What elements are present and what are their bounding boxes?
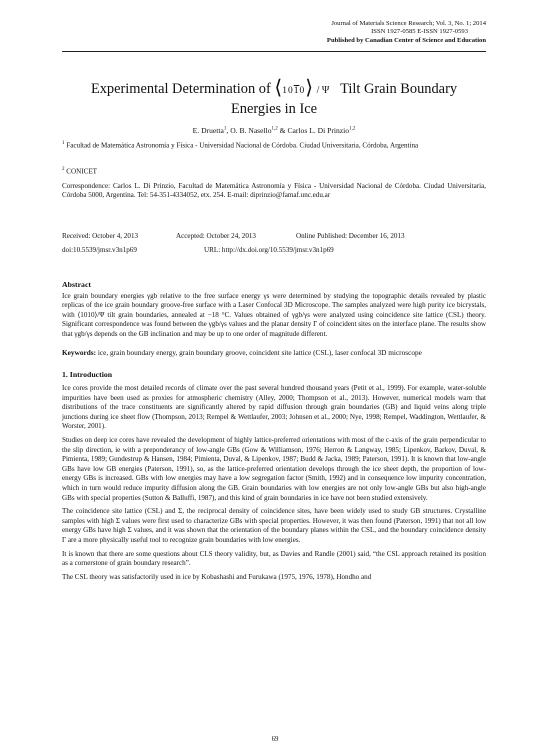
affiliation-1-marker: 1 — [62, 141, 65, 146]
author-2-affil: 1,2 — [271, 126, 278, 132]
title-psi: / Ψ — [316, 85, 330, 96]
title-miller-index — [282, 86, 305, 96]
paper-title — [62, 78, 486, 118]
author-list — [62, 126, 486, 135]
abstract-heading: Abstract — [62, 280, 92, 289]
article-url[interactable]: URL: http://dx.doi.org/10.5539/jmsr.v3n1p69 — [204, 246, 334, 254]
affiliation-1 — [62, 139, 486, 151]
online-date: Online Published: December 16, 2013 — [296, 232, 405, 240]
title-part2: Tilt Grain Boundary — [340, 81, 458, 97]
author-2: , O. B. Nasello — [226, 126, 272, 135]
author-1-affil: 1 — [223, 126, 227, 132]
intro-paragraph-3: The coincidence site lattice (CSL) and Σ, the reciprocal density of coincidence sites, have been widely used to study GB structures. Crystalline samples with high Σ values were first used to characterize GBs with special properties. However, it was then found (Paterson, 1991) that not all low energy GBs have high Σ values, and it was shown that the orientation of the boundary planes within the CSL, and the boundary coincidence density Γ are a more physically useful tool to recognize grain boundaries with low energies. — [62, 507, 486, 544]
author-1: E. Druetta — [192, 126, 224, 135]
affiliation-1-text: Facultad de Matemática Astronomía y Física - Universidad Nacional de Córdoba. Ciudad Universitaria, Córdoba, Argentina — [66, 141, 419, 150]
journal-issn: ISSN 1927-0585 E-ISSN 1927-0593 — [371, 28, 468, 36]
correspondence: Correspondence: Carlos L. Di Prinzio, Facultad de Matemática Astronomía y Física - Universidad Nacional de Córdoba. Ciudad Universitaria, Córdoba 5000, Argentina. Tel: 54-351-4334052, etx. 254. E-mail: diprinzio@famaf.unc.edu.ar — [62, 182, 486, 200]
affiliation-2 — [62, 165, 486, 177]
intro-paragraph-4: It is known that there are some questions about CLS theory validity, but, as Davies and Randle (2001) said, “the CSL approach retained its position as a cornerstone of grain boundary research”. — [62, 549, 486, 568]
title-bracket-open: ⟨ — [274, 77, 283, 99]
affiliation-2-text: CONICET — [66, 167, 98, 176]
title-part1: Experimental Determination of — [90, 81, 271, 97]
title-line2: Energies in Ice — [230, 101, 318, 117]
received-date: Received: October 4, 2013 — [62, 232, 139, 240]
miller-digit-b: 0 — [299, 86, 306, 96]
intro-paragraph-1: Ice cores provide the most detailed records of climate over the past several hundred thousand years (Petit et al., 1999). For example, water-soluble impurities have been used as proxies for atmospheric chemistry (Alley, 2000; Thompson et al., 2013). However, numerical models warn that distributions of the trace constituents are significantly altered by rapid diffusion through grain boundaries (GB) and liquid veins along triple junctions during ice sheet flow (Thompson, 2013; Rempel & Wettlaufer, 2003; Johnsen et al., 2000; Nye, 1998; Rempel, Waddington, Wettlaufer, & Worster, 2001). — [62, 384, 486, 431]
author-3: & Carlos L. Di Prinzio — [277, 126, 350, 135]
title-bracket-close: ⟩ — [305, 77, 313, 99]
keywords — [62, 348, 486, 357]
intro-paragraph-5: The CSL theory was satisfactorily used in ice by Kobashashi and Furukawa (1975, 1976, 1978), Hondho and — [62, 572, 372, 581]
keywords-text: ice, grain boundary energy, grain boundary groove, coincident site lattice (CSL), laser confocal 3D microscope — [96, 348, 422, 357]
header-divider — [62, 51, 486, 52]
intro-paragraph-2: Studies on deep ice cores have revealed the development of highly lattice-preferred orientations with most of the c-axis of the grain perpendicular to the slip direction, ie with a preponderancy of low-angle GBs (Gow & Williamson, 1976; Herron & Langway, 1985; Lipenkov, Barkov, Duval, & Pimienta, 1989; Gundestrup & Hansen, 1984; Pimienta, Duval, & Lipenkov, 1987; Budd & Jacka, 1989; Paterson, 1991). It is known that low-angle GBs have low GB energies (Paterson, 1991), so, as the lattice-preferred orientation develops through the ice sheet depth, the proportion of low-energy GBs is increased. GBs with low energies may have a low segregation factor (Smith, 1992) and in consequence low impurity concentration, which in turn would reduce impurity diffusion along the GB. Grain boundaries with low energies are not only low-angle GBs but also high-angle GBs with special properties (Sutton & Balluffi, 1987), and this kind of grain boundaries in ice have not been studied extensively. — [62, 435, 486, 502]
author-3-affil: 1,2 — [349, 126, 356, 132]
affiliation-2-marker: 2 — [62, 167, 65, 172]
journal-citation: Journal of Materials Science Research; Vol. 3, No. 1; 2014 — [331, 20, 486, 27]
journal-publisher: Published by Canadian Center of Science and Education — [326, 36, 486, 44]
miller-digits-a: 10 — [282, 86, 294, 96]
accepted-date: Accepted: October 24, 2013 — [176, 232, 256, 240]
miller-digit-bar: 1 — [293, 86, 300, 96]
introduction-heading: 1. Introduction — [62, 370, 113, 379]
keywords-label: Keywords: — [62, 348, 97, 357]
journal-header — [166, 20, 486, 45]
doi[interactable]: doi:10.5539/jmsr.v3n1p69 — [62, 246, 137, 254]
introduction-body — [62, 384, 486, 586]
abstract-text: Ice grain boundary energies γgb relative to the free surface energy γs were determined by studying the topographic details revealed by plastic replicas of the ice grain boundary groove-free surface with a Laser Confocal 3D Microscope. The samples analyzed were high purity ice bicrystals, with ⟨1010⟩/Ψ tilt grain boundaries, annealed at −18 °C. Values obtained of γgb/γs were analyzed using coincidence site lattice (CSL) theory. Significant correspondence was found between the γgb/γs values and the planar density Γ of coincident sites on the interface plane. The results show that γgb/γs depends on the GB inclination and may be up to one order of magnitude different. — [62, 292, 486, 338]
page-number: 69 — [271, 736, 279, 743]
